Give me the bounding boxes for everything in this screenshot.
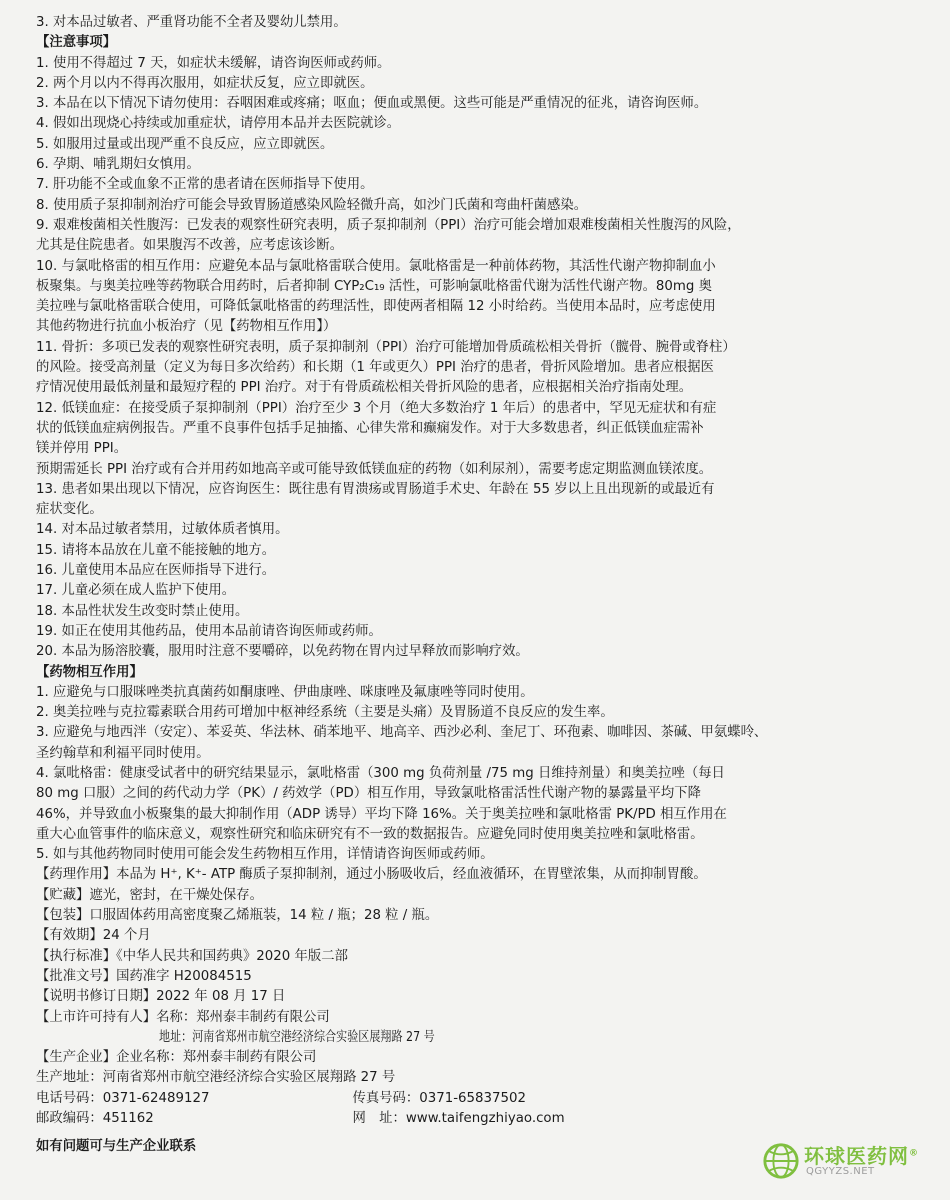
text-line: 1. 使用不得超过 7 天，如症状未缓解，请咨询医师或药师。 — [36, 54, 391, 71]
text-line: 【上市许可持有人】名称：郑州泰丰制药有限公司 — [36, 1008, 330, 1025]
text-line: 5. 如与其他药物同时使用可能会发生药物相互作用，详情请咨询医师或药师。 — [36, 846, 494, 863]
contact-row — [36, 1108, 916, 1128]
text-line: 其他药物进行抗血小板治疗（见【药物相互作用】） — [36, 318, 337, 335]
text-line: 18. 本品性状发生改变时禁止使用。 — [36, 602, 249, 619]
text-line: 地址：河南省郑州市航空港经济综合实验区展翔路 27 号 — [159, 1028, 435, 1045]
text-line: 4. 假如出现烧心持续或加重症状，请停用本品并去医院就诊。 — [36, 115, 401, 132]
text-line: 17. 儿童必须在成人监护下使用。 — [36, 582, 236, 599]
text-line: 【贮藏】遮光，密封，在干燥处保存。 — [36, 886, 263, 903]
text-line: 的风险。接受高剂量（定义为每日多次给药）和长期（1 年或更久）PPI 治疗的患者，骨折风险增加。患者应根据医 — [36, 359, 714, 376]
contact-right: 网 址：www.taifengzhiyao.com — [352, 1110, 565, 1127]
text-line: 15. 请将本品放在儿童不能接触的地方。 — [36, 541, 276, 558]
text-line: 5. 如服用过量或出现严重不良反应，应立即就医。 — [36, 135, 334, 152]
text-line: 板聚集。与奥美拉唑等药物联合用药时，后者抑制 CYP₂C₁₉ 活性，可影响氯吡格雷代谢为活性代谢产物。80mg 奥 — [36, 277, 712, 294]
text-line: 1. 应避免与口服咪唑类抗真菌药如酮康唑、伊曲康唑、咪康唑及氟康唑等同时使用。 — [36, 683, 534, 700]
contact-left: 电话号码：0371-62489127 — [36, 1089, 210, 1106]
text-line: 8. 使用质子泵抑制剂治疗可能会导致胃肠道感染风险轻微升高，如沙门氏菌和弯曲杆菌感染。 — [36, 196, 588, 213]
text-line: 10. 与氯吡格雷的相互作用：应避免本品与氯吡格雷联合使用。氯吡格雷是一种前体药物，其活性代谢产物抑制血小 — [36, 257, 716, 274]
text-line: 6. 孕期、哺乳期妇女慎用。 — [36, 156, 200, 173]
text-line: 16. 儿童使用本品应在医师指导下进行。 — [36, 562, 276, 579]
text-line: 80 mg 口服）之间的药代动力学（PK）/ 药效学（PD）相互作用，导致氯吡格雷活性代谢产物的暴露量平均下降 — [36, 785, 701, 802]
contact-row — [36, 1088, 916, 1108]
text-line: 预期需延长 PPI 治疗或有合并用药如地高辛或可能导致低镁血症的药物（如利尿剂），需要考虑定期监测血镁浓度。 — [36, 460, 713, 477]
text-line: 19. 如正在使用其他药品，使用本品前请咨询医师或药师。 — [36, 622, 382, 639]
text-line: 20. 本品为肠溶胶囊，服用时注意不要嚼碎，以免药物在胃内过早释放而影响疗效。 — [36, 643, 529, 660]
contact-left: 邮政编码：451162 — [36, 1110, 154, 1127]
text-line: 【说明书修订日期】2022 年 08 月 17 日 — [36, 988, 286, 1005]
text-line: 3. 对本品过敏者、严重肾功能不全者及婴幼儿禁用。 — [36, 14, 347, 30]
text-line: 美拉唑与氯吡格雷联合使用，可降低氯吡格雷的药理活性，即使两者相隔 12 小时给药。当使用本品时，应考虑使用 — [36, 298, 716, 315]
text-line: 【药理作用】本品为 H⁺, K⁺- ATP 酶质子泵抑制剂，通过小肠吸收后，经血液循环，在胃壁浓集，从而抑制胃酸。 — [36, 866, 707, 883]
contact-right: 传真号码：0371-65837502 — [352, 1089, 527, 1106]
text-line: 7. 肝功能不全或血象不正常的患者请在医师指导下使用。 — [36, 176, 374, 193]
text-line: 3. 本品在以下情况下请勿使用：吞咽困难或疼痛；呕血；便血或黑便。这些可能是严重情况的征兆，请咨询医师。 — [36, 95, 708, 112]
text-line: 11. 骨折：多项已发表的观察性研究表明，质子泵抑制剂（PPI）治疗可能增加骨质疏松相关骨折（髋骨、腕骨或脊柱） — [36, 338, 736, 355]
text-line: 重大心血管事件的临床意义，观察性研究和临床研究有不一致的数据报告。应避免同时使用奥美拉唑和氯吡格雷。 — [36, 825, 704, 842]
text-line: 12. 低镁血症：在接受质子泵抑制剂（PPI）治疗至少 3 个月（绝大多数治疗 1 年后）的患者中，罕见无症状和有症 — [36, 399, 717, 416]
text-line: 【生产企业】企业名称：郑州泰丰制药有限公司 — [36, 1049, 317, 1066]
text-line: 13. 患者如果出现以下情况，应咨询医生：既往患有胃溃疡或胃肠道手术史、年龄在 55 岁以上且出现新的或最近有 — [36, 480, 715, 497]
package-insert-text — [36, 12, 926, 1157]
text-line: 4. 氯吡格雷：健康受试者中的研究结果显示，氯吡格雷（300 mg 负荷剂量 /75 mg 日维持剂量）和奥美拉唑（每日 — [36, 764, 725, 781]
text-line: 2. 奥美拉唑与克拉霉素联合用药可增加中枢神经系统（主要是头痛）及胃肠道不良反应的发生率。 — [36, 704, 614, 721]
text-line: 疗情况使用最低剂量和最短疗程的 PPI 治疗。对于有骨质疏松相关骨折风险的患者，应根据相关治疗指南处理。 — [36, 379, 693, 396]
text-line: 46%，并导致血小板聚集的最大抑制作用（ADP 诱导）平均下降 16%。关于奥美拉唑和氯吡格雷 PK/PD 相互作用在 — [36, 805, 727, 822]
section-heading: 【药物相互作用】 — [36, 663, 143, 680]
watermark — [762, 1140, 932, 1184]
watermark-title: 环球医药网® — [804, 1144, 919, 1168]
watermark-url: QGYYZS.NET — [806, 1166, 875, 1177]
text-line: 镁并停用 PPI。 — [36, 440, 128, 457]
text-line: 【批准文号】国药准字 H20084515 — [36, 967, 252, 984]
text-line: 14. 对本品过敏者禁用，过敏体质者慎用。 — [36, 521, 289, 538]
text-line: 2. 两个月以内不得再次服用，如症状反复，应立即就医。 — [36, 74, 374, 91]
text-line: 圣约翰草和利福平同时使用。 — [36, 744, 210, 761]
text-line: 状的低镁血症病例报告。严重不良事件包括手足抽搐、心律失常和癫痫发作。对于大多数患者，纠正低镁血症需补 — [36, 419, 704, 436]
text-line: 【有效期】24 个月 — [36, 927, 151, 944]
section-heading: 【注意事项】 — [36, 34, 117, 51]
footer-note: 如有问题可与生产企业联系 — [36, 1138, 197, 1155]
text-line: 3. 应避免与地西泮（安定）、苯妥英、华法林、硝苯地平、地高辛、西沙必利、奎尼丁、环孢素、咖啡因、茶碱、甲氨蝶呤、 — [36, 724, 768, 741]
globe-logo-icon — [762, 1142, 800, 1180]
text-line: 【执行标准】《中华人民共和国药典》2020 年版二部 — [36, 947, 348, 964]
text-line: 尤其是住院患者。如果腹泻不改善，应考虑该诊断。 — [36, 237, 344, 254]
text-line: 症状变化。 — [36, 501, 103, 518]
text-line: 【包装】口服固体药用高密度聚乙烯瓶装，14 粒 / 瓶；28 粒 / 瓶。 — [36, 907, 439, 924]
text-line: 9. 艰难梭菌相关性腹泻：已发表的观察性研究表明，质子泵抑制剂（PPI）治疗可能会增加艰难梭菌相关性腹泻的风险， — [36, 216, 741, 233]
text-line: 生产地址：河南省郑州市航空港经济综合实验区展翔路 27 号 — [36, 1069, 396, 1086]
